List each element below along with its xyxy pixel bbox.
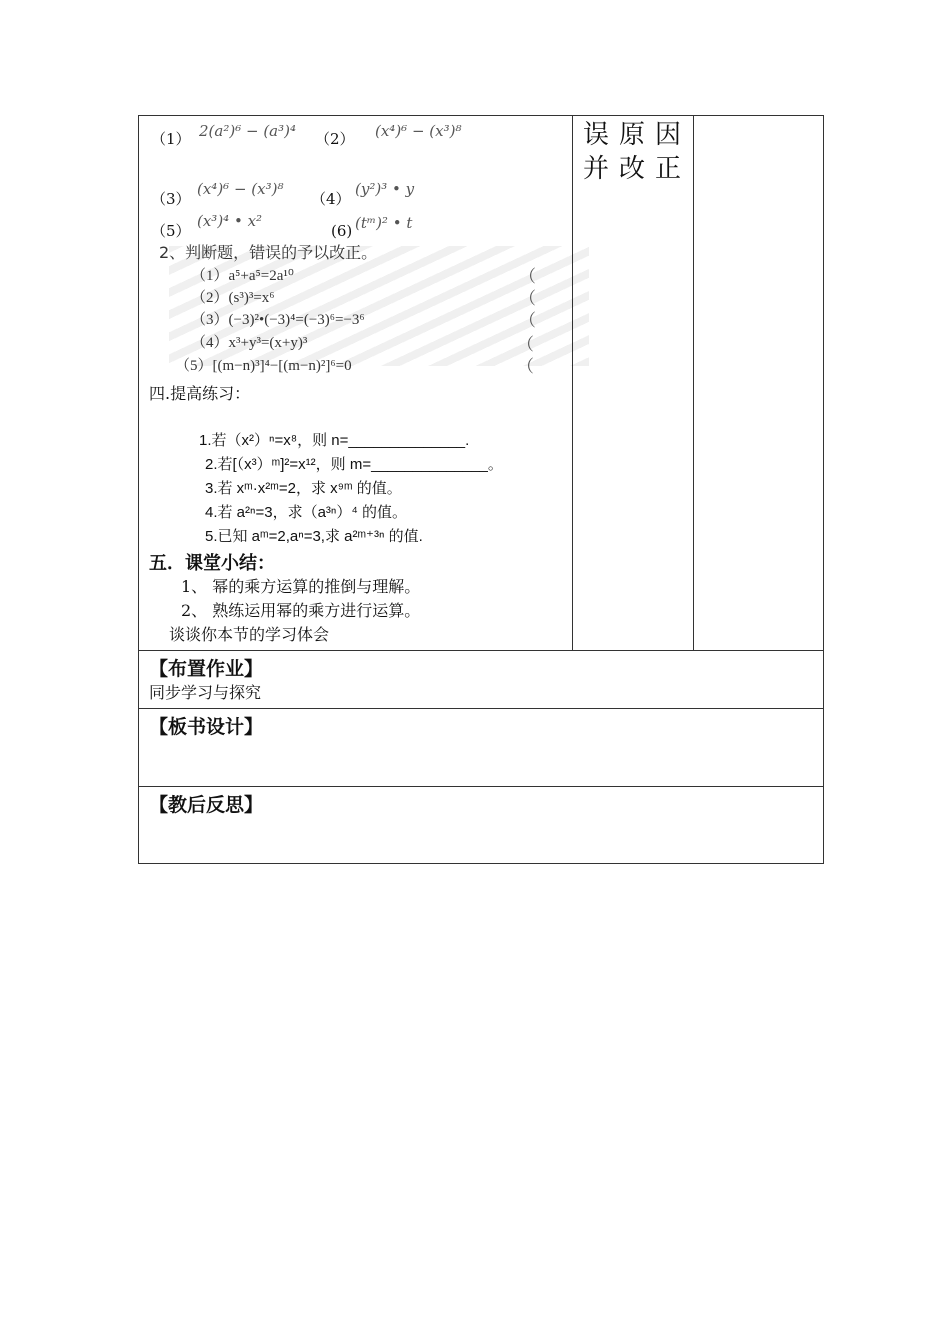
- improve-item-3: 3.若 xᵐ·x²ᵐ=2，求 x⁹ᵐ 的值。: [205, 480, 402, 497]
- exercise-cell: [139, 116, 573, 650]
- lesson-table: [138, 115, 824, 864]
- judge-item-2: （2）(s³)³=x⁶: [191, 290, 275, 306]
- summary-item-2: 2、 熟练运用幂的乘方进行运算。: [181, 601, 421, 620]
- answer-paren-3: （: [519, 311, 536, 331]
- improve-title: 四.提高练习：: [149, 384, 251, 403]
- summary-talk: 谈谈你本节的学习体会: [169, 625, 330, 644]
- item-5-expr: (x³)⁴ • x²: [197, 212, 263, 230]
- answer-paren-4: （: [517, 335, 534, 355]
- reflection-row: [139, 787, 823, 863]
- item-1-expr: 2(a²)⁶ − (a³)⁴: [199, 122, 296, 140]
- judge-title: 2、判断题，错误的予以改正。: [159, 243, 378, 262]
- summary-title: 五．课堂小结：: [149, 553, 275, 574]
- judge-item-5: （5）[(m−n)³]⁴−[(m−n)²]⁶=0: [175, 358, 352, 374]
- judge-item-3: （3）(−3)²•(−3)⁴=(−3)⁶=−3⁶: [191, 312, 365, 328]
- board-design-title: 【板书设计】: [149, 716, 264, 738]
- item-4-label: （4）: [311, 190, 351, 208]
- item-3-expr: (x⁴)⁶ − (x³)⁸: [197, 180, 284, 198]
- error-reason-cell: [573, 116, 694, 650]
- homework-row: [139, 651, 823, 709]
- improve-item-2: 2.若[（x³）ᵐ]²=x¹²，则 m=______________。: [205, 456, 503, 473]
- item-3-label: （3）: [151, 190, 191, 208]
- item-6-label: (6): [331, 222, 353, 240]
- board-design-row: [139, 709, 823, 787]
- exercise-row: [139, 116, 823, 651]
- item-1-label: （1）: [151, 130, 191, 148]
- error-reason-text: 误原因并改正: [583, 120, 692, 184]
- item-6-expr: (tᵐ)² • t: [355, 214, 413, 232]
- item-4-expr: (y²)³ • y: [355, 180, 415, 198]
- reflection-title: 【教后反思】: [149, 794, 264, 816]
- homework-title: 【布置作业】: [149, 658, 264, 680]
- judge-item-1: （1）a⁵+a⁵=2a¹⁰: [191, 268, 294, 284]
- improve-item-5: 5.已知 aᵐ=2,aⁿ=3,求 a²ᵐ⁺³ⁿ 的值.: [205, 528, 423, 545]
- answer-paren-5: （: [517, 357, 534, 377]
- summary-item-1: 1、 幂的乘方运算的推倒与理解。: [181, 577, 421, 596]
- item-5-label: （5）: [151, 222, 191, 240]
- answer-paren-2: （: [519, 289, 536, 309]
- judge-item-4: （4）x³+y³=(x+y)³: [191, 335, 308, 351]
- answer-paren-1: （: [519, 267, 536, 287]
- item-2-label: （2）: [315, 130, 355, 148]
- improve-item-4: 4.若 a²ⁿ=3，求（a³ⁿ）⁴ 的值。: [205, 504, 408, 521]
- improve-item-1: 1.若（x²）ⁿ=x⁸，则 n=______________.: [199, 432, 470, 449]
- homework-content: 同步学习与探究: [149, 683, 262, 702]
- item-2-expr: (x⁴)⁶ − (x³)⁸: [375, 122, 462, 140]
